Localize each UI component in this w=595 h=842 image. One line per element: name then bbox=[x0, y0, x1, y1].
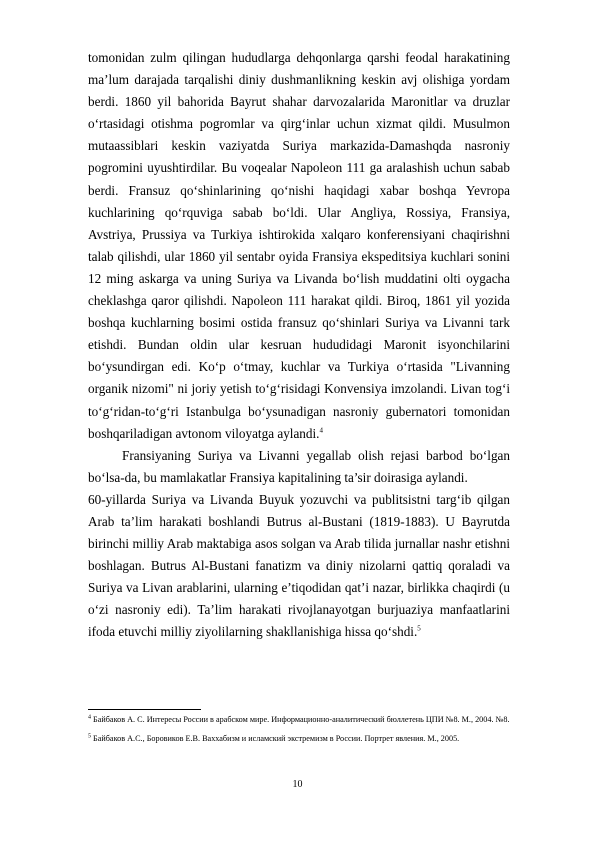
footnote-ref-4[interactable]: 4 bbox=[319, 426, 323, 435]
paragraph-1 bbox=[88, 47, 510, 445]
footnote-number: 4 bbox=[88, 714, 91, 721]
footnote-ref-5[interactable]: 5 bbox=[417, 625, 421, 634]
footnote-number: 5 bbox=[88, 733, 91, 740]
main-text bbox=[88, 47, 510, 644]
footnote-separator bbox=[88, 709, 201, 710]
footnote-text: Байбаков А.С., Боровиков Е.В. Ваххабизм и исламский экстремизм в России. Портрет явления. М., 2005. bbox=[93, 733, 460, 743]
paragraph-3-text: 60-yillarda Suriya va Livanda Buyuk yozuvchi va publitsistni targ‘ib qilgan Arab ta’lim harakati boshlandi Butrus al-Bustani (1819-1883). U Bayrutda birinchi milliy Arab maktabiga asos solgan va Arab tilida jurnallar nashr etishni boshlagan. Butrus Al-Bustani fanatizm va diniy nizolarni qattiq qoraladi va Suriya va Livan arablarini, ularning e’tiqodidan qat’i nazar, birlikka chaqirdi (u o‘zi nasroniy edi). Ta’lim harakati rivojlanayotgan burjuaziya manfaatlarini ifoda etuvchi milliy ziyolilarning shakllanishiga hissa qo‘shdi. bbox=[88, 491, 510, 640]
paragraph-1-text: tomonidan zulm qilingan hududlarga dehqonlarga qarshi feodal harakatining ma’lum darajada tarqalishi diniy dushmanlikning keskin avj olishiga yordam berdi. 1860 yil bahorida Bayrut shahar darvozalarida Maronitlar va druzlar o‘rtasidagi otishma pogromlar va qirg‘inlar uchun xizmat qildi. Musulmon mutaassiblari keskin vaziyatda Suriya markazida-Damashqda nasroniy pogromini uyushtirdilar. Bu voqealar Napoleon 111 ga aralashish uchun sabab berdi. Fransuz qo‘shinlarining qo‘nishi haqidagi xabar boshqa Yevropa kuchlarining qo‘rquviga sabab bo‘ldi. Ular Angliya, Rossiya, Fransiya, Avstriya, Prussiya va Turkiya ishtirokida xalqaro konferensiyani chaqirishni talab qilishdi, ular 1860 yil sentabr oyida Fransiya ekspeditsiya kuchlari sonini 12 ming askarga va uning Suriya va Livanda bo‘lish muddatini olti oygacha cheklashga qaror qilishdi. Napoleon 111 harakat qildi. Biroq, 1861 yil yozida boshqa kuchlarning bosimi ostida fransuz qo‘shinlari Suriya va Livanni tark etishdi. Bundan oldin ular kesruan hududidagi Maronit isyonchilarini bo‘ysundirgan edi. Ko‘p o‘tmay, kuchlar va Turkiya o‘rtasida "Livanning organik nizomi" ni joriy yetish to‘g‘risidagi Konvensiya imzolandi. Livan tog‘i to‘g‘ridan-to‘g‘ri Istanbulga bo‘ysunadigan nasroniy gubernatori tomonidan boshqariladigan avtonom viloyatga aylandi. bbox=[88, 50, 510, 441]
paragraph-3 bbox=[88, 489, 510, 644]
footnotes bbox=[88, 714, 510, 752]
footnote-text: Байбаков А. С. Интересы России в арабском мире. Информационно-аналитический бюллетень ЦПИ №8. М., 2004. №8. bbox=[93, 715, 510, 724]
paragraph-2: Fransiyaning Suriya va Livanni yegallab olish rejasi barbod bo‘lgan bo‘lsa-da, bu mamlakatlar Fransiya kapitalining ta’sir doirasiga aylandi. bbox=[88, 447, 510, 485]
footnote-5 bbox=[88, 733, 510, 746]
footnote-4 bbox=[88, 714, 510, 727]
page-number: 10 bbox=[292, 779, 303, 790]
